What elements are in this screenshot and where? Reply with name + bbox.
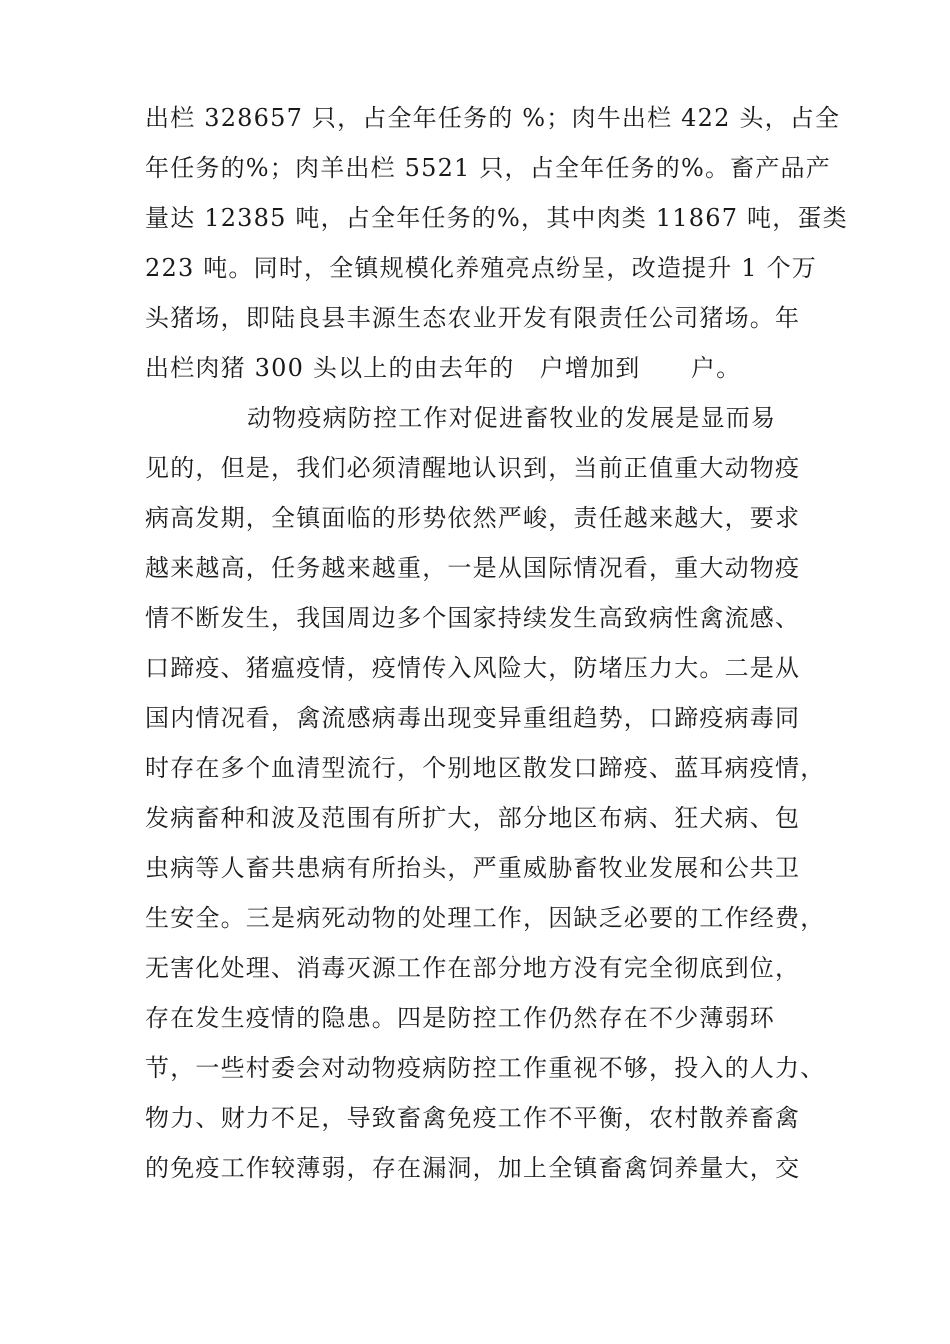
text-line: 出栏肉猪 300 头以上的由去年的 户增加到 户。 <box>145 354 742 382</box>
text-line: 情不断发生，我国周边多个国家持续发生高致病性禽流感、 <box>145 604 801 632</box>
text-line: 发病畜种和波及范围有所扩大，部分地区布病、狂犬病、包 <box>145 804 801 832</box>
text-line: 无害化处理、消毒灭源工作在部分地方没有完全彻底到位， <box>145 954 801 982</box>
text-line: 虫病等人畜共患病有所抬头，严重威胁畜牧业发展和公共卫 <box>145 854 801 882</box>
text-line: 越来越高，任务越来越重，一是从国际情况看，重大动物疫 <box>145 554 801 582</box>
text-line: 头猪场，即陆良县丰源生态农业开发有限责任公司猪场。年 <box>145 304 801 332</box>
text-line: 量达 12385 吨，占全年任务的%，其中肉类 11867 吨，蛋类 <box>145 204 848 232</box>
text-line: 出栏 328657 只，占全年任务的 %；肉牛出栏 422 头，占全 <box>145 104 841 132</box>
text-line: 病高发期，全镇面临的形势依然严峻，责任越来越大，要求 <box>145 504 801 532</box>
text-line: 生安全。三是病死动物的处理工作，因缺乏必要的工作经费， <box>145 904 826 932</box>
text-line: 存在发生疫情的隐患。四是防控工作仍然存在不少薄弱环 <box>145 1004 775 1032</box>
text-line: 口蹄疫、猪瘟疫情，疫情传入风险大，防堵压力大。二是从 <box>145 654 801 682</box>
text-line: 物力、财力不足，导致畜禽免疫工作不平衡，农村散养畜禽 <box>145 1104 801 1132</box>
text-line: 223 吨。同时，全镇规模化养殖亮点纷呈，改造提升 1 个万 <box>145 254 817 282</box>
text-line: 年任务的%；肉羊出栏 5521 只，占全年任务的%。畜产品产 <box>145 154 831 182</box>
text-line: 见的，但是，我们必须清醒地认识到，当前正值重大动物疫 <box>145 454 801 482</box>
text-line: 国内情况看，禽流感病毒出现变异重组趋势，口蹄疫病毒同 <box>145 704 801 732</box>
text-line: 节，一些村委会对动物疫病防控工作重视不够，投入的人力、 <box>145 1054 826 1082</box>
text-line: 的免疫工作较薄弱，存在漏洞，加上全镇畜禽饲养量大，交 <box>145 1154 801 1182</box>
paragraph-first-line: 动物疫病防控工作对促进畜牧业的发展是显而易 <box>247 404 777 432</box>
text-line: 时存在多个血清型流行，个别地区散发口蹄疫、蓝耳病疫情， <box>145 754 826 782</box>
